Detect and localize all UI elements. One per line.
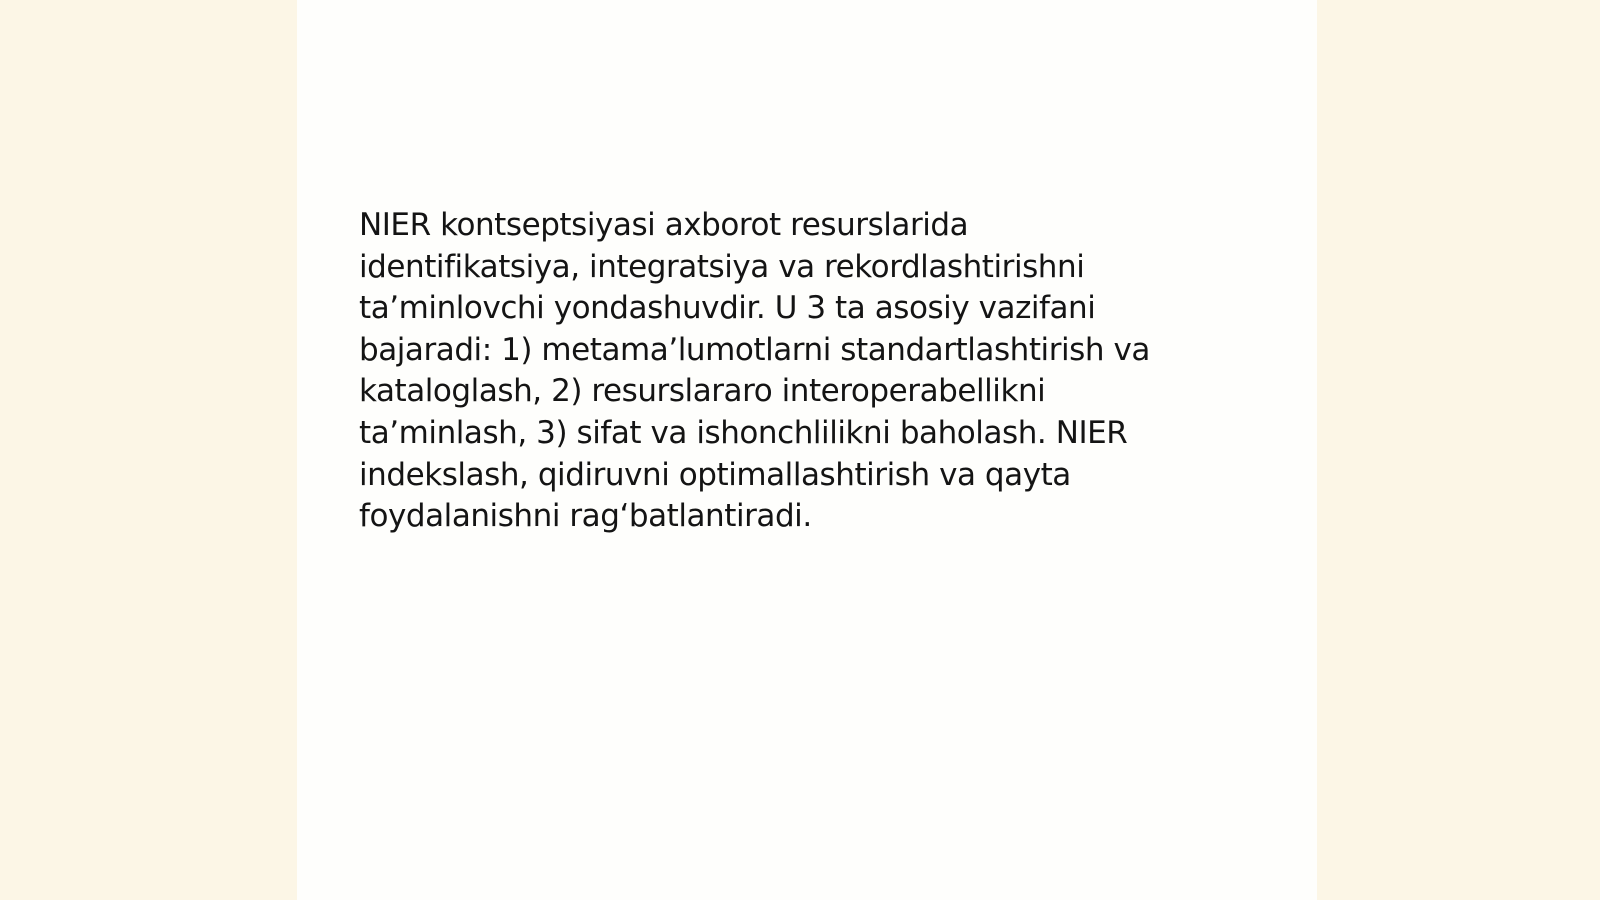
paragraph-line: bajaradi: 1) metama’lumotlarni standartlashtirish va [359,331,1150,368]
paragraph-line: indekslash, qidiruvni optimallashtirish va qayta [359,456,1071,493]
paragraph-line: kataloglash, 2) resurslararo interoperabellikni [359,373,1046,410]
paragraph-line: NIER kontseptsiyasi axborot resurslarida [359,207,969,243]
document-page [297,0,1317,900]
paragraph-line: ta’minlash, 3) sifat va ishonchlilikni baholash. NIER [359,414,1128,451]
paragraph-line: identifikatsiya, integratsiya va rekordlashtirishni [359,248,1085,285]
paragraph-line: ta’minlovchi yondashuvdir. U 3 ta asosiy vazifani [359,290,1096,327]
body-paragraph [359,205,1239,538]
paragraph-line: foydalanishni rag‘batlantiradi. [359,498,812,535]
